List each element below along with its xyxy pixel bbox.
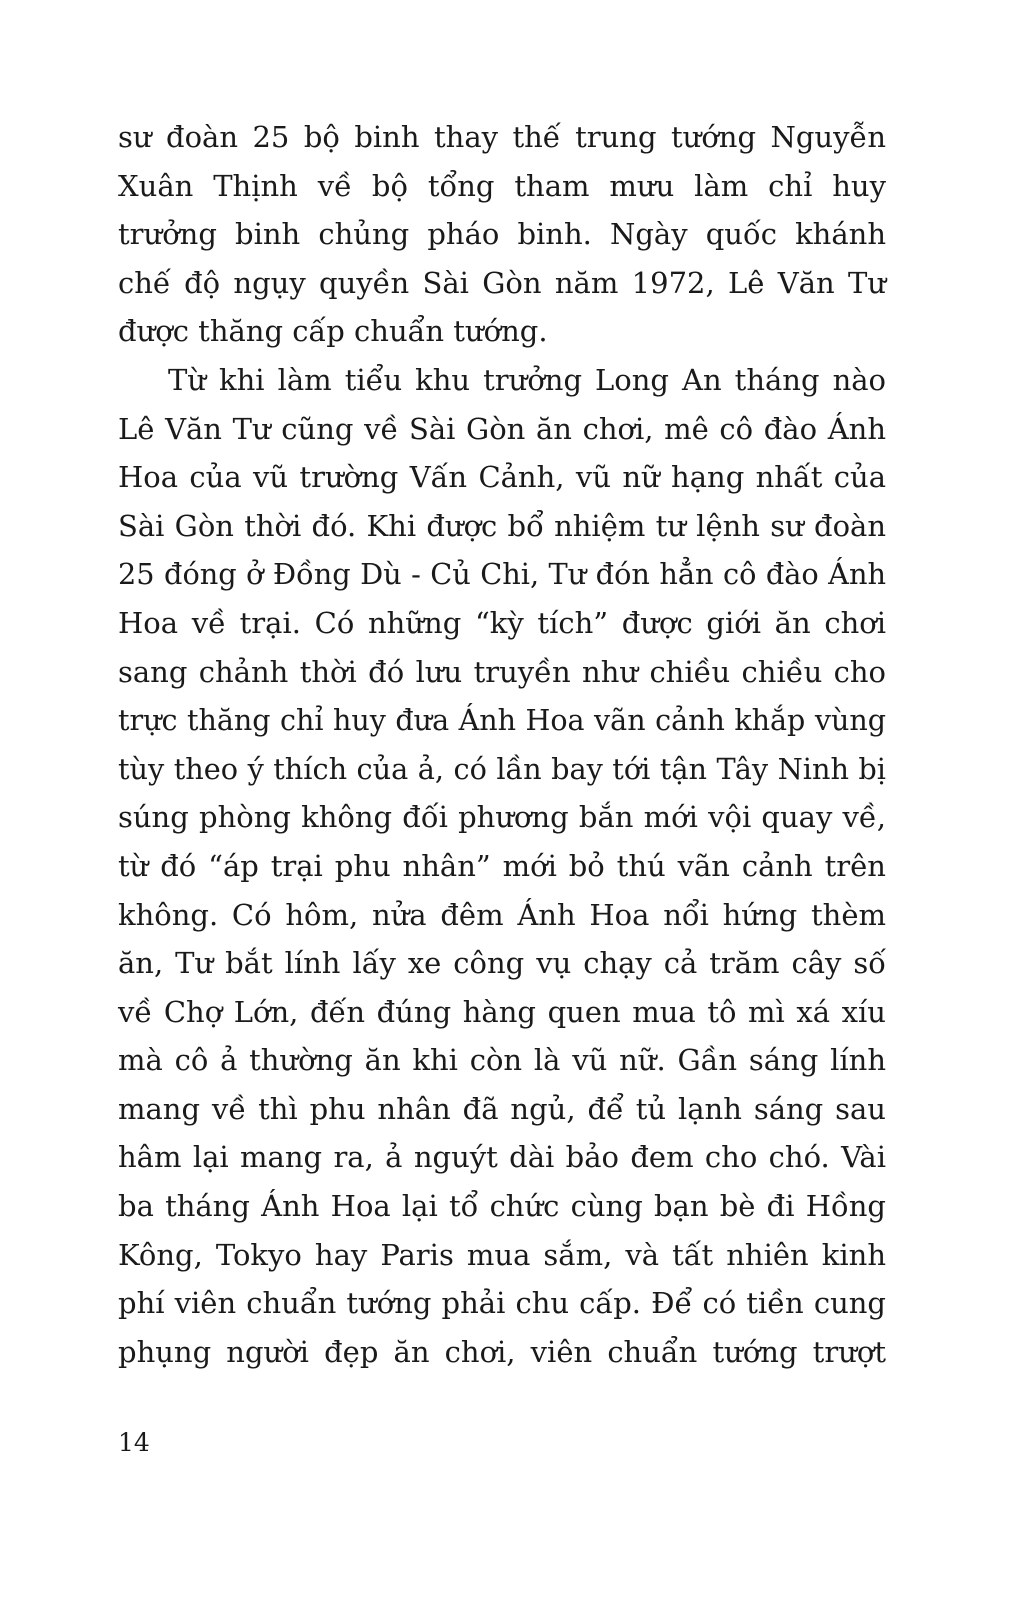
text-line: Sài Gòn thời đó. Khi được bổ nhiệm tư lệnh sư đoàn [118, 508, 886, 543]
text-line: từ đó “áp trại phu nhân” mới bỏ thú vãn cảnh trên [118, 848, 886, 883]
text-line: Xuân Thịnh về bộ tổng tham mưu làm chỉ huy [118, 168, 886, 203]
text-line: hâm lại mang ra, ả nguýt dài bảo đem cho chó. Vài [118, 1140, 886, 1175]
text-line: Từ khi làm tiểu khu trưởng Long An tháng nào [168, 362, 886, 397]
text-line: 25 đóng ở Đồng Dù - Củ Chi, Tư đón hẳn cô đào Ánh [118, 557, 886, 592]
paragraph-2 [118, 356, 886, 1376]
text-line: trực thăng chỉ huy đưa Ánh Hoa vãn cảnh khắp vùng [118, 703, 886, 738]
text-line: ăn, Tư bắt lính lấy xe công vụ chạy cả trăm cây số [118, 946, 886, 981]
text-line: Hoa của vũ trường Vấn Cảnh, vũ nữ hạng nhất của [118, 460, 886, 495]
page-number: 14 [118, 1428, 150, 1457]
text-line: Lê Văn Tư cũng về Sài Gòn ăn chơi, mê cô đào Ánh [118, 411, 886, 446]
body-text [118, 113, 886, 1376]
paragraph-1 [118, 113, 886, 356]
text-line: chế độ ngụy quyền Sài Gòn năm 1972, Lê Văn Tư [118, 265, 886, 300]
text-line: phí viên chuẩn tướng phải chu cấp. Để có tiền cung [118, 1286, 886, 1321]
text-line: phụng người đẹp ăn chơi, viên chuẩn tướng trượt [118, 1334, 886, 1369]
text-line: sư đoàn 25 bộ binh thay thế trung tướng Nguyễn [118, 120, 886, 154]
text-line: mang về thì phu nhân đã ngủ, để tủ lạnh sáng sau [118, 1091, 886, 1126]
text-line: mà cô ả thường ăn khi còn là vũ nữ. Gần sáng lính [118, 1043, 886, 1078]
text-line: không. Có hôm, nửa đêm Ánh Hoa nổi hứng thèm [118, 897, 886, 932]
text-line: được thăng cấp chuẩn tướng. [118, 314, 548, 349]
text-line: trưởng binh chủng pháo binh. Ngày quốc khánh [118, 217, 886, 252]
text-line: súng phòng không đối phương bắn mới vội quay về, [118, 800, 886, 835]
text-line: tùy theo ý thích của ả, có lần bay tới tận Tây Ninh bị [118, 751, 886, 786]
text-line: sang chảnh thời đó lưu truyền như chiều chiều cho [118, 654, 886, 689]
text-line: ba tháng Ánh Hoa lại tổ chức cùng bạn bè đi Hồng [118, 1189, 886, 1224]
text-line: về Chợ Lớn, đến đúng hàng quen mua tô mì xá xíu [118, 994, 886, 1029]
text-line: Hoa về trại. Có những “kỳ tích” được giới ăn chơi [118, 605, 886, 640]
text-line: Kông, Tokyo hay Paris mua sắm, và tất nhiên kinh [118, 1237, 886, 1272]
